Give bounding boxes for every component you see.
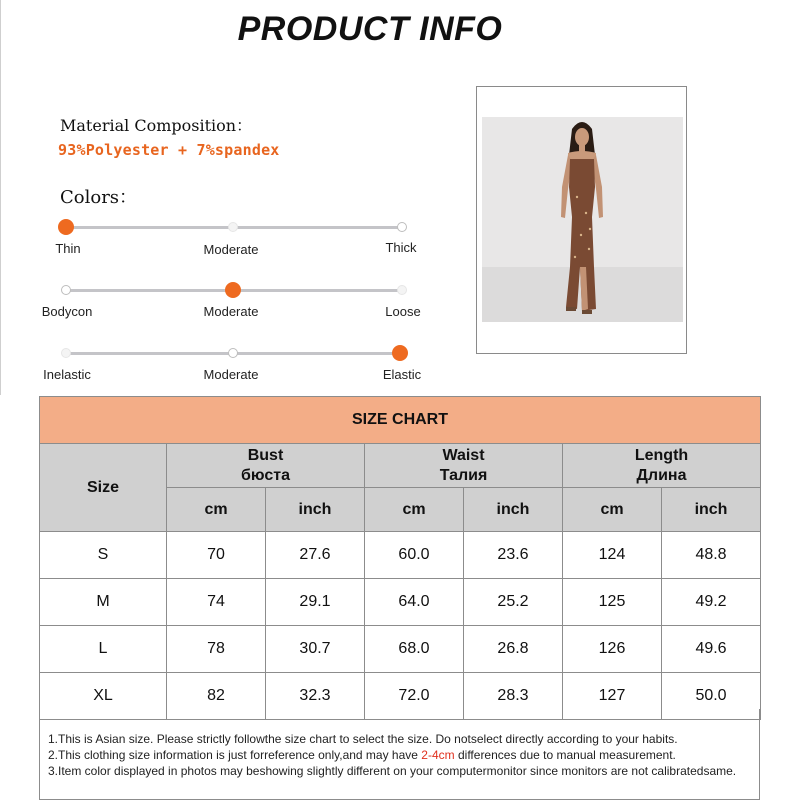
page-title: PRODUCT INFO xyxy=(237,10,503,48)
waist-header-ru: Талия xyxy=(439,466,488,484)
size-cell: L xyxy=(40,626,167,673)
unit-header: cm xyxy=(365,488,464,532)
scale-label-bodycon: Bodycon xyxy=(41,304,93,319)
scale-label-thick: Thick xyxy=(385,240,417,255)
scale-marker xyxy=(397,285,407,295)
bust-header-en: Bust xyxy=(247,446,284,464)
value-cell: 32.3 xyxy=(266,673,365,720)
elasticity-scale xyxy=(0,352,480,402)
product-photo-frame xyxy=(476,86,687,354)
table-row xyxy=(40,579,761,626)
value-cell: 82 xyxy=(167,673,266,720)
unit-header: inch xyxy=(662,488,761,532)
size-cell: S xyxy=(40,532,167,579)
value-cell: 78 xyxy=(167,626,266,673)
size-chart-table xyxy=(39,396,761,720)
note-line-2-text: differences due to manual measurement. xyxy=(454,748,676,762)
scale-label-thin: Thin xyxy=(55,241,81,256)
value-cell: 127 xyxy=(563,673,662,720)
scale-marker xyxy=(228,222,238,232)
value-cell: 70 xyxy=(167,532,266,579)
colors-label: Colors： xyxy=(60,187,138,208)
material-composition-label: Material Composition： xyxy=(60,116,253,135)
unit-header: cm xyxy=(563,488,662,532)
value-cell: 72.0 xyxy=(365,673,464,720)
value-cell: 28.3 xyxy=(464,673,563,720)
scale-marker xyxy=(61,285,71,295)
size-cell: M xyxy=(40,579,167,626)
thickness-scale xyxy=(0,226,480,276)
length-header xyxy=(563,444,761,488)
note-line-2 xyxy=(48,747,759,763)
scale-label-moderate: Moderate xyxy=(203,242,259,257)
bust-header-ru: бюста xyxy=(241,466,290,484)
value-cell: 48.8 xyxy=(662,532,761,579)
value-cell: 68.0 xyxy=(365,626,464,673)
value-cell: 25.2 xyxy=(464,579,563,626)
scale-marker xyxy=(397,222,407,232)
value-cell: 60.0 xyxy=(365,532,464,579)
scale-marker-selected xyxy=(392,345,408,361)
value-cell: 30.7 xyxy=(266,626,365,673)
bust-header xyxy=(167,444,365,488)
unit-header: inch xyxy=(266,488,365,532)
size-notes xyxy=(39,709,760,800)
value-cell: 49.6 xyxy=(662,626,761,673)
table-row xyxy=(40,626,761,673)
product-photo xyxy=(482,117,683,322)
scale-marker xyxy=(61,348,71,358)
scale-label-elastic: Elastic xyxy=(382,367,422,382)
value-cell: 26.8 xyxy=(464,626,563,673)
scale-marker-selected xyxy=(225,282,241,298)
waist-header-en: Waist xyxy=(442,446,485,464)
note-line-1: 1.This is Asian size. Please strictly followthe size chart to select the size. Do notselect directly according to your habits. xyxy=(48,732,678,746)
unit-header: inch xyxy=(464,488,563,532)
value-cell: 74 xyxy=(167,579,266,626)
value-cell: 50.0 xyxy=(662,673,761,720)
size-chart xyxy=(39,396,760,720)
waist-header xyxy=(365,444,563,488)
size-cell: XL xyxy=(40,673,167,720)
material-composition-value: 93%Polyester + 7%spandex xyxy=(58,141,280,159)
fit-scale xyxy=(0,289,480,339)
length-header-en: Length xyxy=(634,446,689,464)
scale-label-loose: Loose xyxy=(385,304,421,319)
size-chart-title: SIZE CHART xyxy=(40,397,761,444)
value-cell: 23.6 xyxy=(464,532,563,579)
scale-label-inelastic: Inelastic xyxy=(43,367,91,382)
value-cell: 29.1 xyxy=(266,579,365,626)
scale-marker xyxy=(228,348,238,358)
scale-label-moderate: Moderate xyxy=(203,304,259,319)
value-cell: 126 xyxy=(563,626,662,673)
value-cell: 27.6 xyxy=(266,532,365,579)
note-line-3: 3.Item color displayed in photos may beshowing slightly different on your computermonitor since monitors are not calibratedsame. xyxy=(48,764,737,778)
unit-header: cm xyxy=(167,488,266,532)
value-cell: 124 xyxy=(563,532,662,579)
note-highlight: 2-4cm xyxy=(421,748,455,762)
value-cell: 49.2 xyxy=(662,579,761,626)
length-header-ru: Длина xyxy=(636,466,687,484)
table-row xyxy=(40,532,761,579)
scale-label-moderate: Moderate xyxy=(203,367,259,382)
value-cell: 64.0 xyxy=(365,579,464,626)
size-column-header: Size xyxy=(40,444,167,532)
model-dress-illustration xyxy=(482,117,683,322)
scale-marker-selected xyxy=(58,219,74,235)
value-cell: 125 xyxy=(563,579,662,626)
note-line-2-text: 2.This clothing size information is just forreference only,and may have xyxy=(48,748,422,762)
